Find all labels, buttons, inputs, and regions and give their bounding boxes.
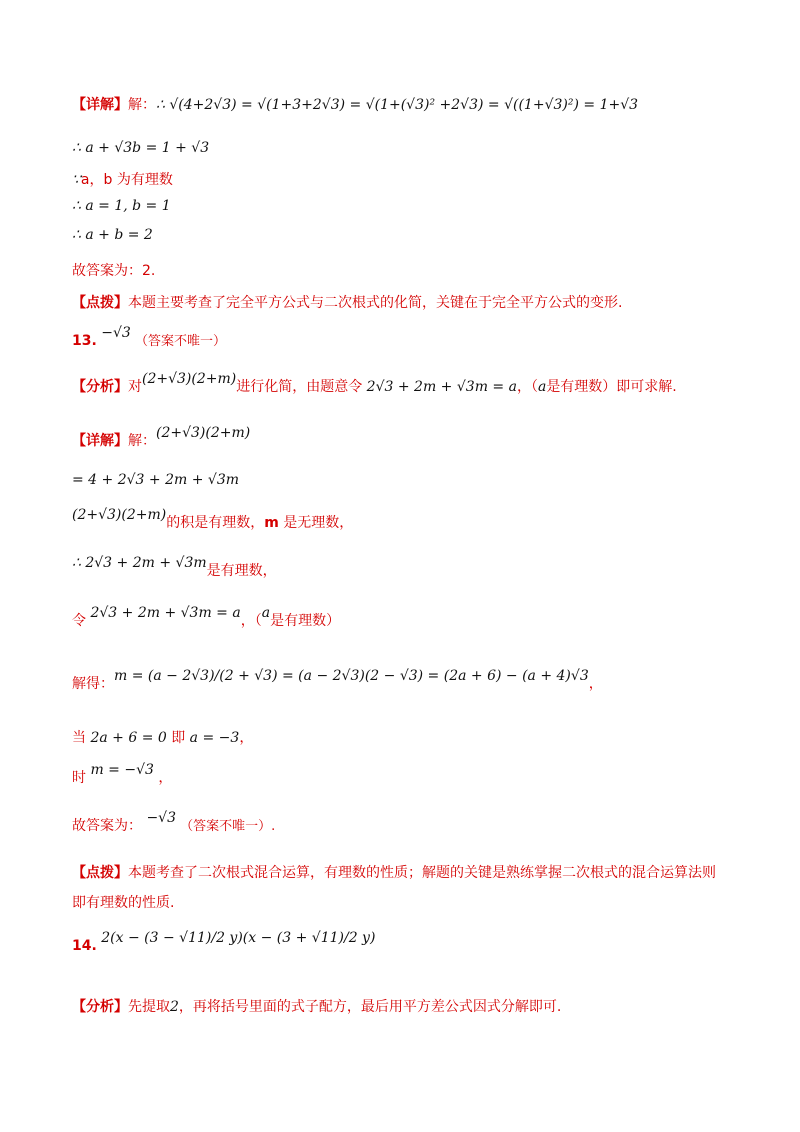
text-segment: ，: [239, 730, 254, 746]
text-segment: 【分析】: [72, 379, 128, 395]
text-segment: 即: [166, 730, 186, 746]
text-segment: ∴ a + b = 2: [72, 227, 153, 243]
text-segment: 14.: [72, 938, 97, 954]
text-segment: 2(x − (3 − √11)/2 y)(x − (3 + √11)/2 y): [96, 930, 376, 946]
text-segment: m = (a − 2√3)/(2 + √3) = (a − 2√3)(2 − √3) = (2a + 6) − (a + 4)√3: [114, 668, 589, 684]
text-segment: （答案不唯一）: [130, 334, 226, 349]
text-line-l16: [72, 727, 253, 747]
text-segment: 【详解】: [72, 97, 128, 113]
text-line-l13: [72, 555, 277, 580]
text-segment: 时: [72, 770, 86, 786]
text-line-l2: [72, 140, 209, 156]
text-line-l1: [72, 94, 638, 114]
text-segment: 是有理数）即可求解.: [546, 379, 677, 395]
text-segment: 解：: [128, 433, 156, 449]
text-segment: （答案不唯一）.: [176, 819, 276, 834]
text-segment: 是有理数）: [270, 613, 341, 629]
text-line-l4: [72, 198, 171, 214]
text-segment: 2a + 6 = 0: [86, 730, 167, 746]
text-segment: ，: [153, 770, 173, 786]
text-line-l5: [72, 227, 153, 243]
text-segment: ，: [588, 676, 603, 692]
text-segment: 故答案为：2.: [72, 263, 156, 279]
text-segment: = 4 + 2√3 + 2m + √3m: [72, 472, 240, 488]
text-line-l10: [72, 425, 251, 450]
text-line-l22: [72, 996, 561, 1016]
text-segment: ∴ a = 1, b = 1: [72, 198, 171, 214]
text-segment: 2: [170, 999, 179, 1015]
text-line-l21: [72, 930, 376, 954]
text-segment: 2√3 + 2m + √3m = a: [362, 379, 517, 395]
text-segment: 令: [72, 613, 86, 629]
text-segment: 本题考查了二次根式混合运算，有理数的性质；解题的关键是熟练掌握二次根式的混合运算法则: [128, 865, 716, 881]
text-segment: 即有理数的性质.: [72, 895, 175, 911]
text-line-l3: [72, 169, 173, 189]
text-segment: a = −3: [185, 730, 240, 746]
text-line-l20: [72, 892, 174, 912]
text-line-l11: [72, 472, 239, 488]
text-line-l17: [72, 762, 173, 787]
text-segment: 本题主要考查了完全平方公式与二次根式的化简，关键在于完全平方公式的变形.: [128, 295, 623, 311]
text-segment: 是无理数，: [278, 515, 354, 531]
text-segment: a: [537, 379, 547, 395]
text-segment: (2+√3)(2+m): [72, 507, 167, 523]
text-line-l7: [72, 292, 622, 312]
text-line-l9: [72, 371, 677, 396]
text-segment: ∴ √(4+2√3) = √(1+3+2√3) = √(1+(√3)² +2√3) = √((1+√3)²) = 1+√3: [156, 97, 639, 113]
text-segment: m: [264, 515, 279, 531]
text-segment: a: [261, 605, 271, 621]
text-segment: 是有理数，: [206, 563, 277, 579]
text-segment: 【详解】: [72, 433, 128, 449]
text-line-l6: [72, 260, 155, 280]
text-segment: 【点拨】: [72, 295, 128, 311]
text-segment: ∴ 2√3 + 2m + √3m: [72, 555, 207, 571]
text-segment: 解：: [128, 97, 156, 113]
text-segment: ∴ a + √3b = 1 + √3: [72, 140, 210, 156]
text-line-l18: [72, 810, 276, 835]
text-segment: (2+√3)(2+m): [156, 425, 251, 441]
text-line-l15: [72, 668, 603, 693]
text-segment: a，b 为有理数: [80, 172, 173, 188]
text-segment: 当: [72, 730, 86, 746]
text-line-l12: [72, 507, 354, 532]
text-segment: 【点拨】: [72, 865, 128, 881]
text-segment: 【分析】: [72, 999, 128, 1015]
text-segment: 进行化简，由题意令: [236, 379, 363, 395]
text-segment: −√3: [96, 325, 131, 341]
text-line-l14: [72, 605, 341, 630]
text-line-l19: [72, 862, 716, 882]
text-segment: −√3: [142, 810, 177, 826]
text-segment: (2+√3)(2+m): [142, 371, 237, 387]
text-line-l8: [72, 325, 226, 349]
text-segment: 故答案为：: [72, 818, 142, 834]
text-segment: ∵: [72, 172, 81, 188]
text-segment: m = −√3: [86, 762, 154, 778]
text-segment: 解得：: [72, 676, 114, 692]
text-segment: ，（: [516, 379, 538, 395]
text-segment: 13.: [72, 333, 97, 349]
text-segment: 先提取: [128, 999, 170, 1015]
text-segment: 对: [128, 379, 142, 395]
text-segment: 2√3 + 2m + √3m = a: [86, 605, 241, 621]
text-segment: ，再将括号里面的式子配方，最后用平方差公式因式分解即可.: [178, 999, 562, 1015]
text-segment: 的积是有理数，: [166, 515, 265, 531]
text-segment: ，（: [240, 613, 262, 629]
